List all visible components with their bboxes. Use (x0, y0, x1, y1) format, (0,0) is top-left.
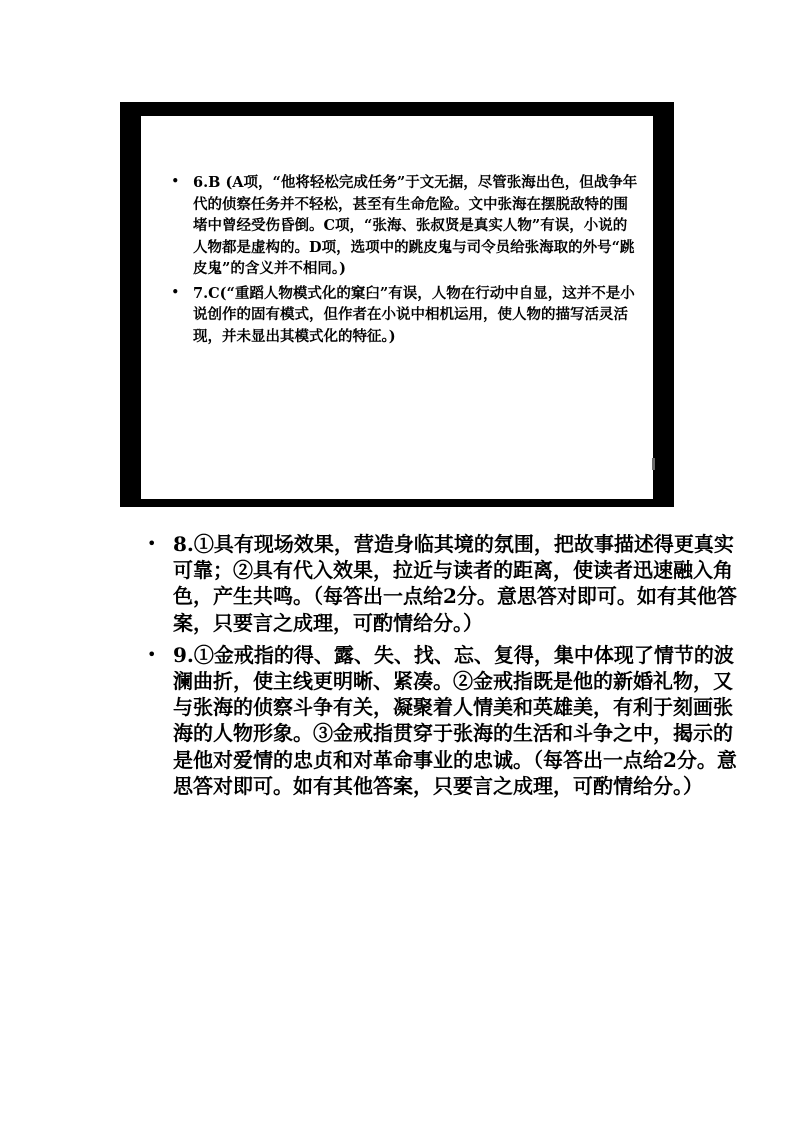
bullet-icon: • (147, 644, 157, 664)
slide-content (141, 116, 653, 499)
slide-answer-item-6 (171, 172, 639, 280)
answer-text-9: 9.①金戒指的得、露、失、找、忘、复得，集中体现了情节的波澜曲折，使主线更明晰、紧凑。②金戒指既是他的新婚礼物，又与张海的侦察斗争有关，凝聚着人情美和英雄美，有利于刻画张海的人物形象。③金戒指贯穿于张海的生活和斗争之中，揭示的是他对爱情的忠贞和对革命事业的忠诚。（每答出一点给2分。意思答对即可。如有其他答案，只要言之成理，可酌情给分。） (173, 642, 737, 798)
answer-item-9 (147, 642, 739, 799)
answer-text-8: 8.①具有现场效果，营造身临其境的氛围，把故事描述得更真实可靠；②具有代入效果，拉近与读者的距离，使读者迅速融入角色，产生共鸣。（每答出一点给2分。意思答对即可。如有其他答案，只要言之成理，可酌情给分。） (173, 532, 737, 635)
slide-edge-mark (652, 458, 655, 470)
slide-answer-list (171, 172, 639, 350)
slide-image-frame (120, 102, 674, 507)
answer-list (147, 531, 739, 805)
answer-item-8 (147, 531, 739, 636)
bullet-icon: • (171, 284, 180, 301)
slide-answer-item-7 (171, 283, 639, 348)
slide-answer-text-7: 7.C(“重蹈人物模式化的窠臼”有误，人物在行动中自显，这并不是小说创作的固有模式，但作者在小说中相机运用，使人物的描写活灵活现，并未显出其模式化的特征。) (193, 284, 635, 345)
slide-answer-text-6: 6.B (A项，“他将轻松完成任务”于文无据，尽管张海出色，但战争年代的侦察任务并不轻松，甚至有生命危险。文中张海在摆脱敌特的围堵中曾经受伤昏倒。C项，“张海、张叔贤是真实人物”有误，小说的人物都是虚构的。D项，选项中的跳皮鬼与司令员给张海取的外号“跳皮鬼”的含义并不相同。) (193, 174, 638, 277)
bullet-icon: • (147, 534, 157, 553)
bullet-icon: • (171, 174, 180, 190)
